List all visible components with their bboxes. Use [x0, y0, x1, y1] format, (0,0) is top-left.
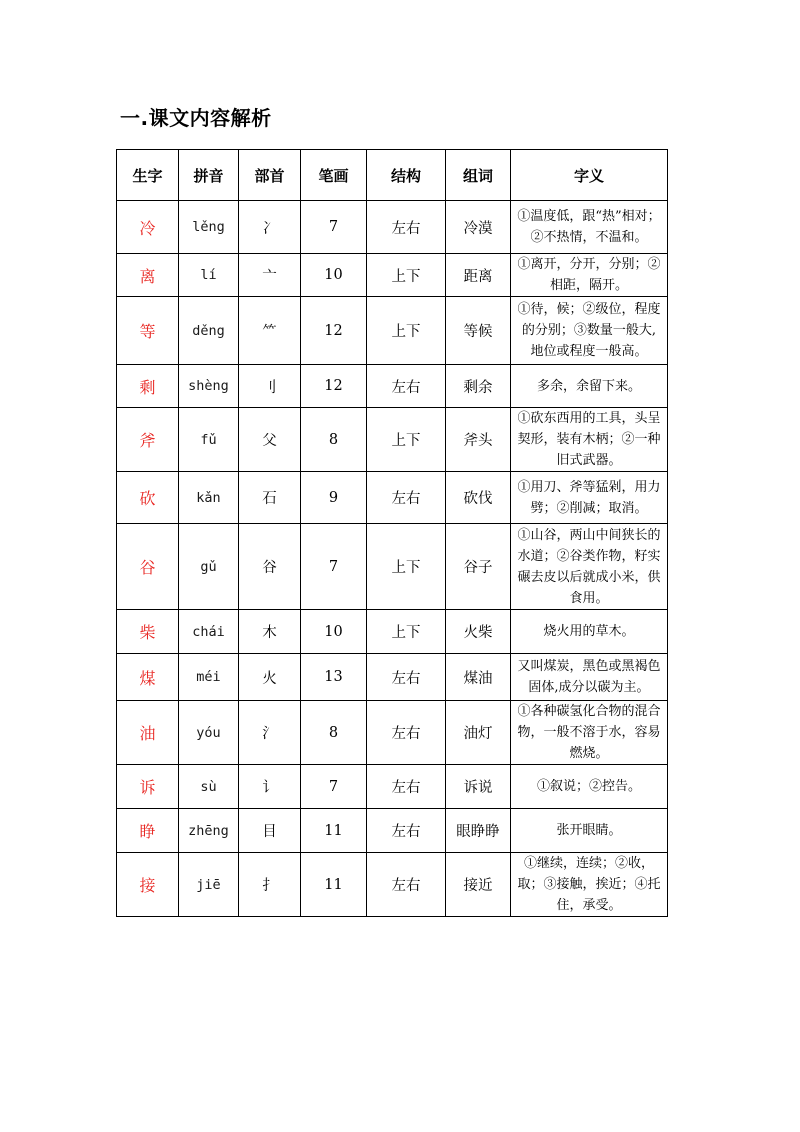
table-row — [117, 201, 668, 254]
structure-cell: 上下 — [367, 297, 446, 365]
word-cell: 接近 — [446, 853, 511, 917]
pinyin-cell: shèng — [179, 365, 239, 408]
meaning-cell: ①用刀、斧等猛剁，用力劈；②削减；取消。 — [511, 472, 668, 524]
radical-cell: 讠 — [239, 765, 301, 809]
radical-cell: 父 — [239, 408, 301, 472]
pinyin-cell: lěng — [179, 201, 239, 254]
word-cell: 诉说 — [446, 765, 511, 809]
strokes-cell: 7 — [301, 524, 367, 610]
meaning-cell: 张开眼睛。 — [511, 809, 668, 853]
radical-cell: 石 — [239, 472, 301, 524]
section-title: 一.课文内容解析 — [120, 106, 272, 130]
structure-cell: 左右 — [367, 472, 446, 524]
word-cell: 距离 — [446, 254, 511, 297]
char-cell: 剩 — [117, 365, 179, 408]
strokes-cell: 12 — [301, 297, 367, 365]
strokes-cell: 10 — [301, 610, 367, 654]
char-cell: 柴 — [117, 610, 179, 654]
char-cell: 接 — [117, 853, 179, 917]
vocabulary-table — [116, 149, 668, 917]
pinyin-cell: méi — [179, 654, 239, 701]
word-cell: 砍伐 — [446, 472, 511, 524]
word-cell: 冷漠 — [446, 201, 511, 254]
char-cell: 斧 — [117, 408, 179, 472]
radical-cell: 火 — [239, 654, 301, 701]
header-structure: 结构 — [367, 150, 446, 201]
strokes-cell: 11 — [301, 853, 367, 917]
char-cell: 等 — [117, 297, 179, 365]
char-cell: 离 — [117, 254, 179, 297]
strokes-cell: 10 — [301, 254, 367, 297]
meaning-cell: 烧火用的草木。 — [511, 610, 668, 654]
strokes-cell: 7 — [301, 201, 367, 254]
meaning-cell: ①山谷，两山中间狭长的水道；②谷类作物，籽实碾去皮以后就成小米，供食用。 — [511, 524, 668, 610]
word-cell: 煤油 — [446, 654, 511, 701]
header-char: 生字 — [117, 150, 179, 201]
pinyin-cell: lí — [179, 254, 239, 297]
table-row — [117, 254, 668, 297]
pinyin-cell: kǎn — [179, 472, 239, 524]
structure-cell: 上下 — [367, 610, 446, 654]
structure-cell: 左右 — [367, 654, 446, 701]
strokes-cell: 12 — [301, 365, 367, 408]
structure-cell: 上下 — [367, 524, 446, 610]
radical-cell: 谷 — [239, 524, 301, 610]
pinyin-cell: děng — [179, 297, 239, 365]
word-cell: 等候 — [446, 297, 511, 365]
radical-cell: 扌 — [239, 853, 301, 917]
strokes-cell: 8 — [301, 701, 367, 765]
char-cell: 诉 — [117, 765, 179, 809]
table-row — [117, 408, 668, 472]
header-pinyin: 拼音 — [179, 150, 239, 201]
table-row — [117, 853, 668, 917]
meaning-cell: ①叙说；②控告。 — [511, 765, 668, 809]
strokes-cell: 7 — [301, 765, 367, 809]
structure-cell: 上下 — [367, 254, 446, 297]
char-cell: 砍 — [117, 472, 179, 524]
pinyin-cell: chái — [179, 610, 239, 654]
meaning-cell: 多余，余留下来。 — [511, 365, 668, 408]
table-row — [117, 297, 668, 365]
header-radical: 部首 — [239, 150, 301, 201]
word-cell: 油灯 — [446, 701, 511, 765]
radical-cell: 刂 — [239, 365, 301, 408]
strokes-cell: 9 — [301, 472, 367, 524]
table-row — [117, 524, 668, 610]
table-header-row — [117, 150, 668, 201]
radical-cell: 氵 — [239, 701, 301, 765]
meaning-cell: ①砍东西用的工具，头呈契形，装有木柄；②一种旧式武器。 — [511, 408, 668, 472]
structure-cell: 上下 — [367, 408, 446, 472]
meaning-cell: 又叫煤炭，黑色或黑褐色固体,成分以碳为主。 — [511, 654, 668, 701]
char-cell: 冷 — [117, 201, 179, 254]
table-row — [117, 610, 668, 654]
table-row — [117, 654, 668, 701]
structure-cell: 左右 — [367, 701, 446, 765]
radical-cell: 目 — [239, 809, 301, 853]
word-cell: 火柴 — [446, 610, 511, 654]
radical-cell: ⺮ — [239, 297, 301, 365]
structure-cell: 左右 — [367, 809, 446, 853]
char-cell: 油 — [117, 701, 179, 765]
radical-cell: 冫 — [239, 201, 301, 254]
table-row — [117, 809, 668, 853]
structure-cell: 左右 — [367, 765, 446, 809]
pinyin-cell: fǔ — [179, 408, 239, 472]
meaning-cell: ①待，候；②级位，程度的分别；③数量一般大,地位或程度一般高。 — [511, 297, 668, 365]
strokes-cell: 11 — [301, 809, 367, 853]
word-cell: 斧头 — [446, 408, 511, 472]
word-cell: 谷子 — [446, 524, 511, 610]
char-cell: 谷 — [117, 524, 179, 610]
table-row — [117, 472, 668, 524]
table-row — [117, 365, 668, 408]
table-row — [117, 701, 668, 765]
char-cell: 煤 — [117, 654, 179, 701]
header-meaning: 字义 — [511, 150, 668, 201]
radical-cell: 木 — [239, 610, 301, 654]
header-strokes: 笔画 — [301, 150, 367, 201]
pinyin-cell: gǔ — [179, 524, 239, 610]
strokes-cell: 13 — [301, 654, 367, 701]
meaning-cell: ①温度低，跟“热”相对；②不热情，不温和。 — [511, 201, 668, 254]
pinyin-cell: jiē — [179, 853, 239, 917]
word-cell: 剩余 — [446, 365, 511, 408]
structure-cell: 左右 — [367, 201, 446, 254]
radical-cell: 亠 — [239, 254, 301, 297]
structure-cell: 左右 — [367, 853, 446, 917]
header-word: 组词 — [446, 150, 511, 201]
char-cell: 睁 — [117, 809, 179, 853]
pinyin-cell: sù — [179, 765, 239, 809]
pinyin-cell: yóu — [179, 701, 239, 765]
meaning-cell: ①离开，分开，分别；②相距，隔开。 — [511, 254, 668, 297]
structure-cell: 左右 — [367, 365, 446, 408]
meaning-cell: ①各种碳氢化合物的混合物，一般不溶于水，容易燃烧。 — [511, 701, 668, 765]
table-row — [117, 765, 668, 809]
word-cell: 眼睁睁 — [446, 809, 511, 853]
strokes-cell: 8 — [301, 408, 367, 472]
meaning-cell: ①继续，连续；②收，取；③接触，挨近；④托住，承受。 — [511, 853, 668, 917]
pinyin-cell: zhēng — [179, 809, 239, 853]
